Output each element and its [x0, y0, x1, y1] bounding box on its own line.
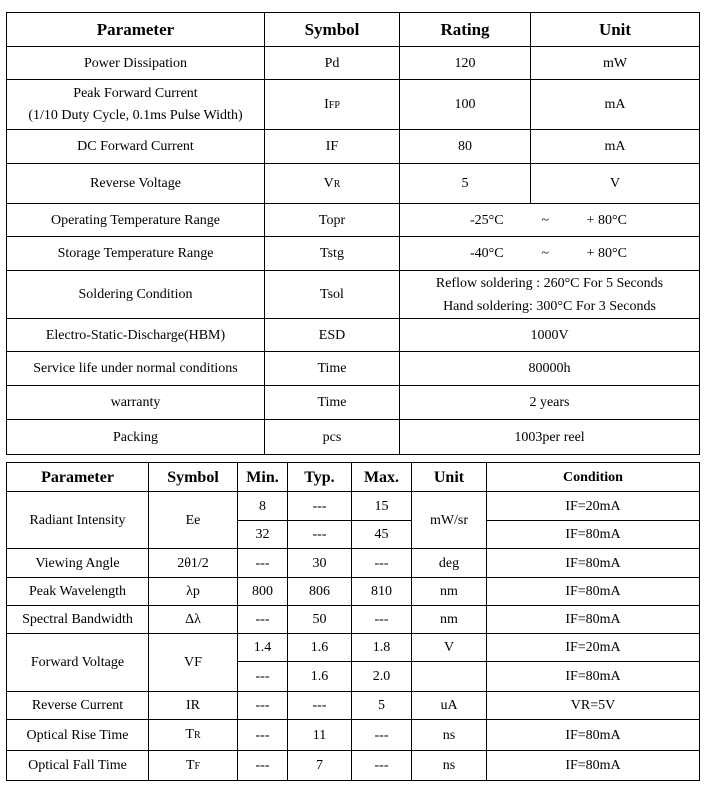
header-typ: Typ. — [288, 463, 352, 492]
table-row — [7, 80, 700, 130]
cell-max: 5 — [352, 692, 412, 720]
cell-typ: 1.6 — [288, 634, 352, 662]
cell-condition: IF=20mA — [487, 492, 700, 521]
table-row — [7, 386, 700, 420]
cell-min: --- — [238, 549, 288, 578]
cell-parameter: Operating Temperature Range — [7, 204, 265, 237]
table-row — [7, 352, 700, 386]
cell-condition: VR=5V — [487, 692, 700, 720]
table-row — [7, 164, 700, 204]
cell-typ: --- — [288, 521, 352, 549]
cell-symbol — [149, 751, 238, 781]
rating-line-2: Hand soldering: 300°C For 3 Seconds — [443, 298, 656, 314]
cell-symbol: 2θ1/2 — [149, 549, 238, 578]
header-max: Max. — [352, 463, 412, 492]
header-symbol: Symbol — [149, 463, 238, 492]
cell-parameter: DC Forward Current — [7, 130, 265, 164]
cell-rating: 100 — [400, 80, 531, 130]
symbol-sub: R — [193, 730, 201, 741]
table-header-row — [7, 13, 700, 47]
temperature-range — [400, 245, 699, 262]
cell-max: 1.8 — [352, 634, 412, 662]
header-unit: Unit — [412, 463, 487, 492]
cell-unit: mA — [531, 130, 700, 164]
cell-typ: 30 — [288, 549, 352, 578]
cell-symbol — [149, 720, 238, 751]
range-separator: ~ — [541, 212, 549, 228]
table-row — [7, 271, 700, 319]
cell-rating: 1003per reel — [400, 420, 700, 455]
cell-parameter: Peak Wavelength — [7, 578, 149, 606]
cell-typ: 50 — [288, 606, 352, 634]
cell-symbol — [265, 164, 400, 204]
cell-rating — [400, 271, 700, 319]
symbol-main: I — [324, 96, 329, 112]
cell-symbol: Topr — [265, 204, 400, 237]
table-row — [7, 130, 700, 164]
cell-rating: 120 — [400, 47, 531, 80]
table-row — [7, 549, 700, 578]
symbol-main: T — [185, 757, 195, 773]
cell-condition: IF=80mA — [487, 549, 700, 578]
cell-min: 1.4 — [238, 634, 288, 662]
header-unit: Unit — [531, 13, 700, 47]
cell-condition: IF=80mA — [487, 662, 700, 692]
table-row — [7, 634, 700, 662]
cell-max: --- — [352, 720, 412, 751]
cell-typ: 7 — [288, 751, 352, 781]
cell-parameter: Reverse Current — [7, 692, 149, 720]
cell-rating: 80 — [400, 130, 531, 164]
cell-symbol: λp — [149, 578, 238, 606]
cell-unit — [412, 662, 487, 692]
cell-parameter: Optical Rise Time — [7, 720, 149, 751]
cell-min: 800 — [238, 578, 288, 606]
cell-range — [400, 237, 700, 271]
cell-unit: mW/sr — [412, 492, 487, 549]
cell-parameter: Reverse Voltage — [7, 164, 265, 204]
cell-symbol: IR — [149, 692, 238, 720]
symbol-sub: F — [194, 760, 201, 772]
cell-parameter: Service life under normal conditions — [7, 352, 265, 386]
header-condition: Condition — [487, 463, 700, 492]
cell-condition: IF=80mA — [487, 606, 700, 634]
cell-min: --- — [238, 662, 288, 692]
cell-unit: ns — [412, 751, 487, 781]
cell-min: --- — [238, 720, 288, 751]
table-row — [7, 751, 700, 781]
symbol-sub: FP — [328, 99, 340, 111]
cell-symbol: Δλ — [149, 606, 238, 634]
range-low: -40°C — [470, 246, 504, 261]
cell-unit: nm — [412, 606, 487, 634]
cell-min: 32 — [238, 521, 288, 549]
cell-unit: deg — [412, 549, 487, 578]
cell-typ: 11 — [288, 720, 352, 751]
table-row — [7, 319, 700, 352]
table-row — [7, 204, 700, 237]
cell-unit: uA — [412, 692, 487, 720]
cell-rating: 80000h — [400, 352, 700, 386]
cell-symbol: Time — [265, 352, 400, 386]
cell-rating: 1000V — [400, 319, 700, 352]
cell-rating: 2 years — [400, 386, 700, 420]
cell-symbol: Time — [265, 386, 400, 420]
cell-min: --- — [238, 692, 288, 720]
cell-parameter: warranty — [7, 386, 265, 420]
cell-symbol: VF — [149, 634, 238, 692]
parameter-line-2: (1/10 Duty Cycle, 0.1ms Pulse Width) — [28, 108, 243, 123]
cell-typ: --- — [288, 692, 352, 720]
symbol-main: T — [185, 727, 194, 742]
range-high: + 80°C — [586, 212, 627, 228]
absolute-ratings-table — [6, 12, 700, 455]
header-parameter: Parameter — [7, 13, 265, 47]
table-row — [7, 47, 700, 80]
cell-parameter: Optical Fall Time — [7, 751, 149, 781]
cell-unit: ns — [412, 720, 487, 751]
cell-min: --- — [238, 751, 288, 781]
range-separator: ~ — [541, 246, 549, 261]
symbol-main: V — [323, 175, 334, 191]
cell-range — [400, 204, 700, 237]
table-row — [7, 492, 700, 521]
cell-unit: mA — [531, 80, 700, 130]
cell-condition: IF=20mA — [487, 634, 700, 662]
cell-typ: 1.6 — [288, 662, 352, 692]
cell-max: 2.0 — [352, 662, 412, 692]
cell-min: --- — [238, 606, 288, 634]
cell-max: --- — [352, 606, 412, 634]
range-high: + 80°C — [586, 246, 627, 261]
cell-parameter — [7, 80, 265, 130]
cell-max: 45 — [352, 521, 412, 549]
table-row — [7, 606, 700, 634]
header-min: Min. — [238, 463, 288, 492]
cell-symbol: Ee — [149, 492, 238, 549]
temperature-range — [400, 212, 699, 229]
cell-symbol: IF — [265, 130, 400, 164]
cell-parameter: Radiant Intensity — [7, 492, 149, 549]
cell-max: 15 — [352, 492, 412, 521]
cell-unit: V — [412, 634, 487, 662]
cell-symbol: Tsol — [265, 271, 400, 319]
cell-max: 810 — [352, 578, 412, 606]
header-parameter: Parameter — [7, 463, 149, 492]
cell-symbol: pcs — [265, 420, 400, 455]
electro-optical-table — [6, 462, 700, 781]
symbol-sub: R — [333, 178, 341, 190]
table-row — [7, 420, 700, 455]
header-symbol: Symbol — [265, 13, 400, 47]
table-header-row — [7, 463, 700, 492]
cell-parameter: Forward Voltage — [7, 634, 149, 692]
cell-typ: --- — [288, 492, 352, 521]
cell-unit: nm — [412, 578, 487, 606]
cell-min: 8 — [238, 492, 288, 521]
cell-symbol: Tstg — [265, 237, 400, 271]
cell-condition: IF=80mA — [487, 521, 700, 549]
header-rating: Rating — [400, 13, 531, 47]
table-row — [7, 578, 700, 606]
cell-unit: mW — [531, 47, 700, 80]
cell-parameter: Electro-Static-Discharge(HBM) — [7, 319, 265, 352]
table-row — [7, 720, 700, 751]
table-row — [7, 692, 700, 720]
cell-typ: 806 — [288, 578, 352, 606]
cell-parameter: Soldering Condition — [7, 271, 265, 319]
cell-unit: V — [531, 164, 700, 204]
cell-max: --- — [352, 549, 412, 578]
rating-line-1: Reflow soldering : 260°C For 5 Seconds — [435, 275, 664, 291]
cell-parameter: Viewing Angle — [7, 549, 149, 578]
cell-condition: IF=80mA — [487, 720, 700, 751]
range-low: -25°C — [470, 212, 504, 228]
cell-max: --- — [352, 751, 412, 781]
cell-parameter: Power Dissipation — [7, 47, 265, 80]
cell-symbol: ESD — [265, 319, 400, 352]
cell-condition: IF=80mA — [487, 751, 700, 781]
table-row — [7, 237, 700, 271]
cell-parameter: Packing — [7, 420, 265, 455]
parameter-line-1: Peak Forward Current — [73, 86, 198, 101]
cell-condition: IF=80mA — [487, 578, 700, 606]
cell-symbol — [265, 80, 400, 130]
cell-rating: 5 — [400, 164, 531, 204]
cell-symbol: Pd — [265, 47, 400, 80]
cell-parameter: Spectral Bandwidth — [7, 606, 149, 634]
cell-parameter: Storage Temperature Range — [7, 237, 265, 271]
